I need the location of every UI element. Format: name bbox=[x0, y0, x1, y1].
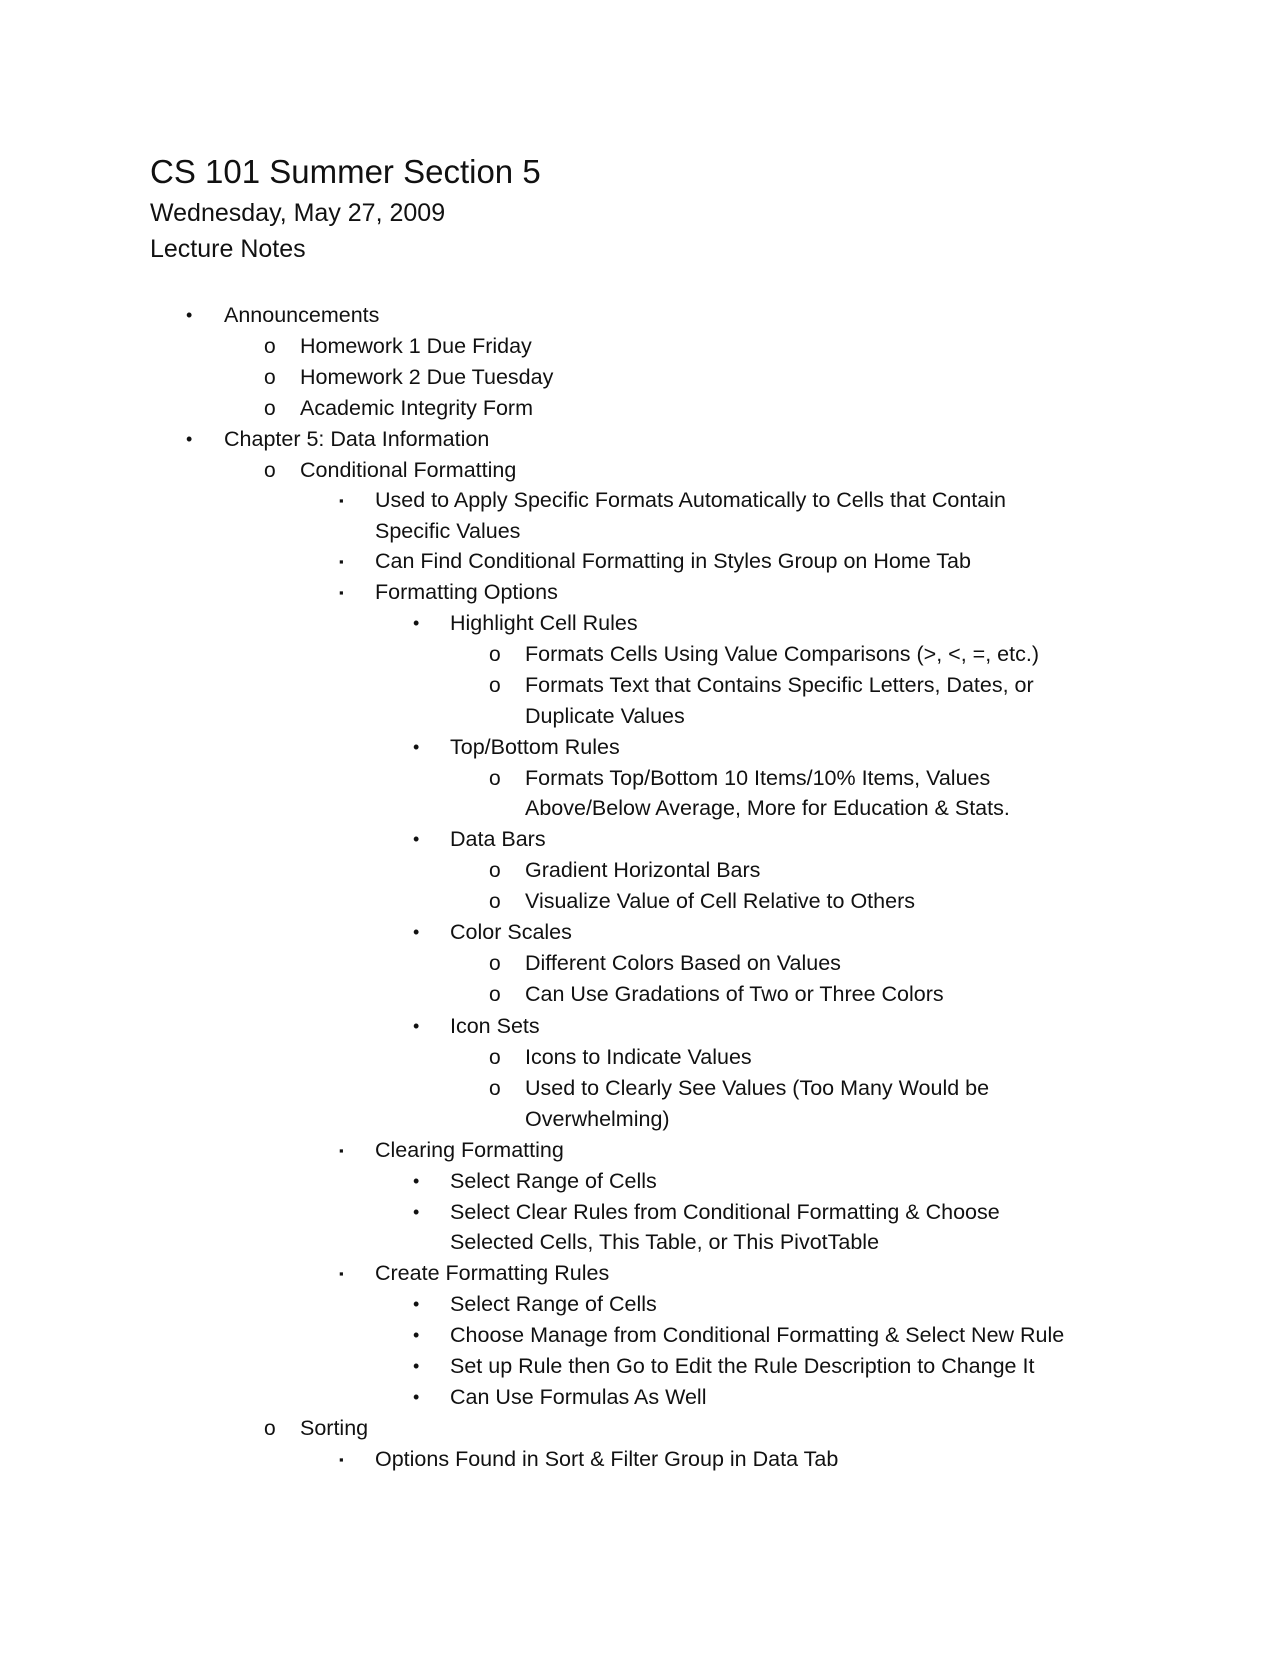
bullet-icon: • bbox=[186, 429, 193, 449]
circle-bullet-icon: o bbox=[264, 397, 276, 420]
square-bullet-icon: ▪ bbox=[339, 585, 344, 600]
list-item-text: Set up Rule then Go to Edit the Rule Description to Change It bbox=[450, 1354, 1035, 1378]
list-item-text: Visualize Value of Cell Relative to Others bbox=[525, 889, 915, 913]
list-item-text: Above/Below Average, More for Education & Stats. bbox=[525, 796, 1010, 820]
bullet-icon: • bbox=[413, 1356, 420, 1376]
document-subtitle: Lecture Notes bbox=[150, 235, 306, 263]
bullet-icon: • bbox=[413, 1294, 420, 1314]
list-item-text: Can Use Formulas As Well bbox=[450, 1385, 707, 1409]
list-item-text: Top/Bottom Rules bbox=[450, 735, 620, 759]
list-item-text: Used to Clearly See Values (Too Many Would be bbox=[525, 1076, 990, 1100]
list-item-text: Select Range of Cells bbox=[450, 1292, 657, 1316]
list-item-text: Sorting bbox=[300, 1416, 369, 1440]
list-item-text: Formats Text that Contains Specific Letters, Dates, or bbox=[525, 673, 1034, 697]
list-item-text: Color Scales bbox=[450, 920, 572, 944]
list-item-text: Create Formatting Rules bbox=[375, 1261, 610, 1285]
list-item-text: Icons to Indicate Values bbox=[525, 1045, 752, 1069]
circle-bullet-icon: o bbox=[489, 890, 501, 913]
list-item-text: Select Clear Rules from Conditional Formatting & Choose bbox=[450, 1200, 1000, 1224]
circle-bullet-icon: o bbox=[489, 767, 501, 790]
square-bullet-icon: ▪ bbox=[339, 1266, 344, 1281]
circle-bullet-icon: o bbox=[489, 859, 501, 882]
list-item-text: Data Bars bbox=[450, 827, 546, 851]
circle-bullet-icon: o bbox=[489, 952, 501, 975]
list-item-text: Chapter 5: Data Information bbox=[224, 427, 490, 451]
circle-bullet-icon: o bbox=[264, 1417, 276, 1440]
list-item-text: Conditional Formatting bbox=[300, 458, 517, 482]
bullet-icon: • bbox=[413, 922, 420, 942]
list-item-text: Highlight Cell Rules bbox=[450, 611, 638, 635]
list-item-text: Selected Cells, This Table, or This PivotTable bbox=[450, 1230, 880, 1254]
list-item-text: Formats Top/Bottom 10 Items/10% Items, Values bbox=[525, 766, 991, 790]
circle-bullet-icon: o bbox=[489, 643, 501, 666]
list-item-text: Formatting Options bbox=[375, 580, 558, 604]
list-item-text: Specific Values bbox=[375, 519, 521, 543]
list-item-text: Used to Apply Specific Formats Automatically to Cells that Contain bbox=[375, 488, 1006, 512]
circle-bullet-icon: o bbox=[264, 459, 276, 482]
bullet-icon: • bbox=[413, 737, 420, 757]
list-item-text: Gradient Horizontal Bars bbox=[525, 858, 761, 882]
bullet-icon: • bbox=[413, 1202, 420, 1222]
circle-bullet-icon: o bbox=[264, 335, 276, 358]
document-date: Wednesday, May 27, 2009 bbox=[150, 199, 446, 227]
bullet-icon: • bbox=[413, 1016, 420, 1036]
list-item-text: Formats Cells Using Value Comparisons (>, <, =, etc.) bbox=[525, 642, 1039, 666]
bullet-icon: • bbox=[413, 1325, 420, 1345]
list-item-text: Academic Integrity Form bbox=[300, 396, 533, 420]
list-item-text: Clearing Formatting bbox=[375, 1138, 564, 1162]
circle-bullet-icon: o bbox=[264, 366, 276, 389]
list-item-text: Homework 2 Due Tuesday bbox=[300, 365, 554, 389]
circle-bullet-icon: o bbox=[489, 983, 501, 1006]
list-item-text: Can Find Conditional Formatting in Styles Group on Home Tab bbox=[375, 549, 971, 573]
list-item-text: Choose Manage from Conditional Formatting & Select New Rule bbox=[450, 1323, 1065, 1347]
list-item-text: Different Colors Based on Values bbox=[525, 951, 841, 975]
list-item-text: Options Found in Sort & Filter Group in Data Tab bbox=[375, 1447, 839, 1471]
list-item-text: Overwhelming) bbox=[525, 1107, 670, 1131]
document-title: CS 101 Summer Section 5 bbox=[150, 153, 541, 190]
bullet-icon: • bbox=[413, 613, 420, 633]
list-item-text: Icon Sets bbox=[450, 1014, 540, 1038]
square-bullet-icon: ▪ bbox=[339, 1452, 344, 1467]
circle-bullet-icon: o bbox=[489, 1046, 501, 1069]
square-bullet-icon: ▪ bbox=[339, 493, 344, 508]
bullet-icon: • bbox=[413, 1171, 420, 1191]
list-item-text: Select Range of Cells bbox=[450, 1169, 657, 1193]
bullet-icon: • bbox=[186, 305, 193, 325]
circle-bullet-icon: o bbox=[489, 674, 501, 697]
square-bullet-icon: ▪ bbox=[339, 1143, 344, 1158]
bullet-icon: • bbox=[413, 829, 420, 849]
list-item-text: Announcements bbox=[224, 303, 380, 327]
circle-bullet-icon: o bbox=[489, 1077, 501, 1100]
list-item-text: Homework 1 Due Friday bbox=[300, 334, 532, 358]
bullet-icon: • bbox=[413, 1387, 420, 1407]
list-item-text: Duplicate Values bbox=[525, 704, 685, 728]
list-item-text: Can Use Gradations of Two or Three Colors bbox=[525, 982, 944, 1006]
square-bullet-icon: ▪ bbox=[339, 554, 344, 569]
